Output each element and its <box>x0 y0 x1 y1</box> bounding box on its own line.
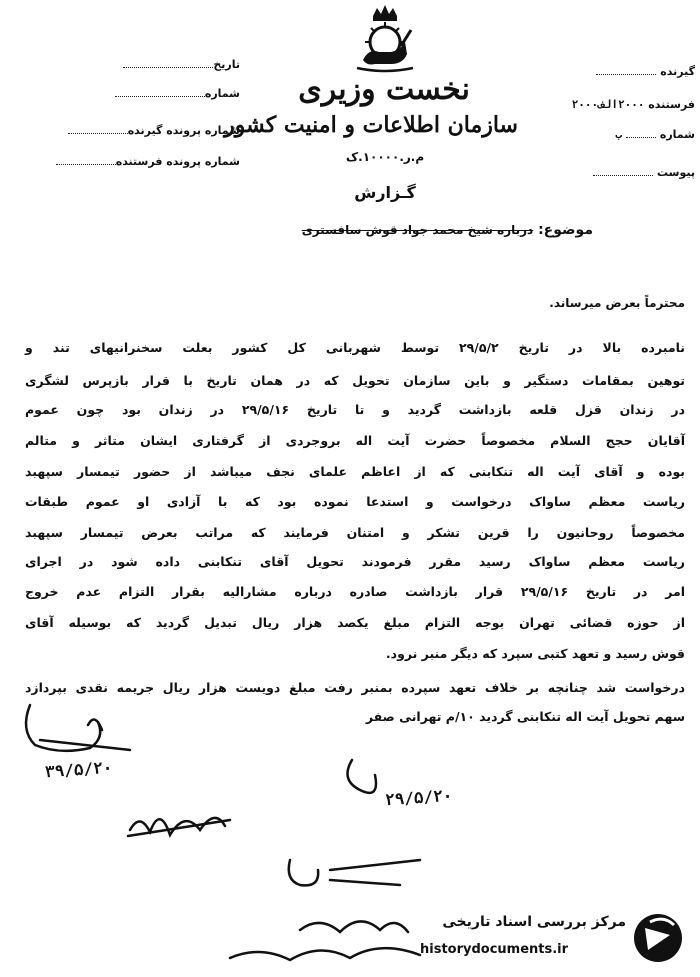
date-dots <box>123 67 213 68</box>
body-line: آقایان حجج السلام مخصوصاً حضرت آیت اله بروجردی از گرفتاری ایشان متاثر و متالم <box>25 433 685 448</box>
receiver-field <box>505 65 695 78</box>
attachment-label: پیوست <box>657 166 695 179</box>
body-line: مخصوصاً روحانیون را قرین تشکر و امتنان فرمایند که مراتب بعرض تیمسار سپهبد <box>25 525 685 540</box>
receiver-file-dots <box>68 133 128 134</box>
body-line: ریاست معظم ساواک رسید مقرر فرمودند تحویل آقای تنکابنی داده شود در اجرای <box>25 554 685 569</box>
number-label: شماره <box>204 87 240 100</box>
watermark-url: historydocuments.ir <box>420 942 569 957</box>
signature-mark-2 <box>40 740 130 750</box>
date-field <box>40 58 240 71</box>
number-right-label: شماره <box>659 128 695 141</box>
number-field <box>40 87 240 100</box>
sender-file-number-label: شماره پرونده فرستنده <box>115 155 240 168</box>
signature-mark-1 <box>26 705 100 751</box>
body-line: سهم تحویل آیت اله تنکابنی گردید ۱۰/م تهرانی صفر <box>365 709 685 724</box>
document-code: م.ر.۱۰۰۰۰.ک <box>345 150 425 164</box>
receiver-file-number-label: شماره پرونده گیرنده <box>127 124 240 137</box>
signature-mark-3 <box>88 720 102 730</box>
receiver-dots <box>596 74 656 75</box>
signature-mark-8 <box>330 860 420 885</box>
body-line: ریاست معظم ساواک درخواست و استدعا نموده بود که با آزادی او عموم طبقات <box>25 494 685 509</box>
attachment-field <box>505 166 695 179</box>
sender-field <box>505 98 695 111</box>
subject-text: درباره شیخ محمد جواد قوش سافستری <box>301 223 534 237</box>
signature-mark-5 <box>128 820 230 836</box>
sender-file-dots <box>56 164 116 165</box>
date-label: تاریخ <box>213 58 240 71</box>
ministry-title: نخست وزیری <box>298 72 470 107</box>
receiver-file-number-field <box>40 124 240 137</box>
receiver-label: گیرنده <box>660 65 695 78</box>
number-right-field <box>505 128 695 141</box>
body-line: نامبرده بالا در تاریخ ۲۹/۵/۲ توسط شهربانی کل کشور بعلت سخنرانیهای تند و <box>25 340 685 355</box>
body-line: توهین بمقامات دستگیر و باین سازمان تحویل که در همان تاریخ با قرار بازپرس لشگری <box>25 373 685 388</box>
signature-mark-4 <box>130 818 225 835</box>
body-line: از حوزه قضائی تهران بوجه التزام مبلغ یکصد هزار ریال تبدیل گردید که بوسیله آقای <box>25 615 685 630</box>
organization-name: سازمان اطلاعات و امنیت کشور <box>224 112 518 138</box>
body-line: بوده و آقای آیت اله تنکابنی که از اعاظم علمای نجف میباشد از حضور تیمسار سپهبد <box>25 464 685 479</box>
greeting-line: محترماً بعرض میرساند. <box>549 296 685 310</box>
handwritten-date-left: ۳۹/۵/۲۰ <box>44 757 114 782</box>
number-dots <box>115 96 205 97</box>
sender-label: فرستنده <box>648 98 695 111</box>
subject-label: موضوع: <box>538 222 593 238</box>
report-heading: گـزارش <box>354 183 416 202</box>
body-line: قوش رسید و تعهد کتبی سپرد که دیگر منبر نرود. <box>385 646 685 661</box>
body-line: درخواست شد چنانچه بر خلاف تعهد سپرده بمنبر رفت مبلغ دویست هزار ریال جریمه نقدی بپردازد <box>25 680 685 695</box>
sender-value: ۲۰۰۰الف۲۰۰۰ <box>571 98 645 111</box>
lion-and-sun-emblem-icon <box>345 2 425 74</box>
signature-mark-6 <box>348 760 377 793</box>
signature-mark-7 <box>289 860 318 885</box>
sender-file-number-field <box>40 155 240 168</box>
signature-mark-10 <box>230 948 420 960</box>
signature-mark-9 <box>300 921 408 932</box>
number-right-dots <box>626 137 656 138</box>
handwritten-date-center: ۲۹/۵/۲۰ <box>384 785 454 810</box>
body-line: امر در تاریخ ۲۹/۵/۱۶ قرار بازداشت صادره درباره مشارالیه بقرار التزام عدم خروج <box>25 584 685 599</box>
watermark-title: مرکز بررسی اسناد تاریخی <box>442 914 626 930</box>
archive-logo-icon <box>634 914 682 962</box>
body-line: در زندان قزل قلعه بازداشت گردید و تا تاریخ ۲۹/۵/۱۶ در زندان بود چون عموم <box>25 402 686 417</box>
attachment-dots <box>593 175 653 176</box>
number-right-value: ب <box>615 128 622 141</box>
subject-line <box>178 222 593 238</box>
